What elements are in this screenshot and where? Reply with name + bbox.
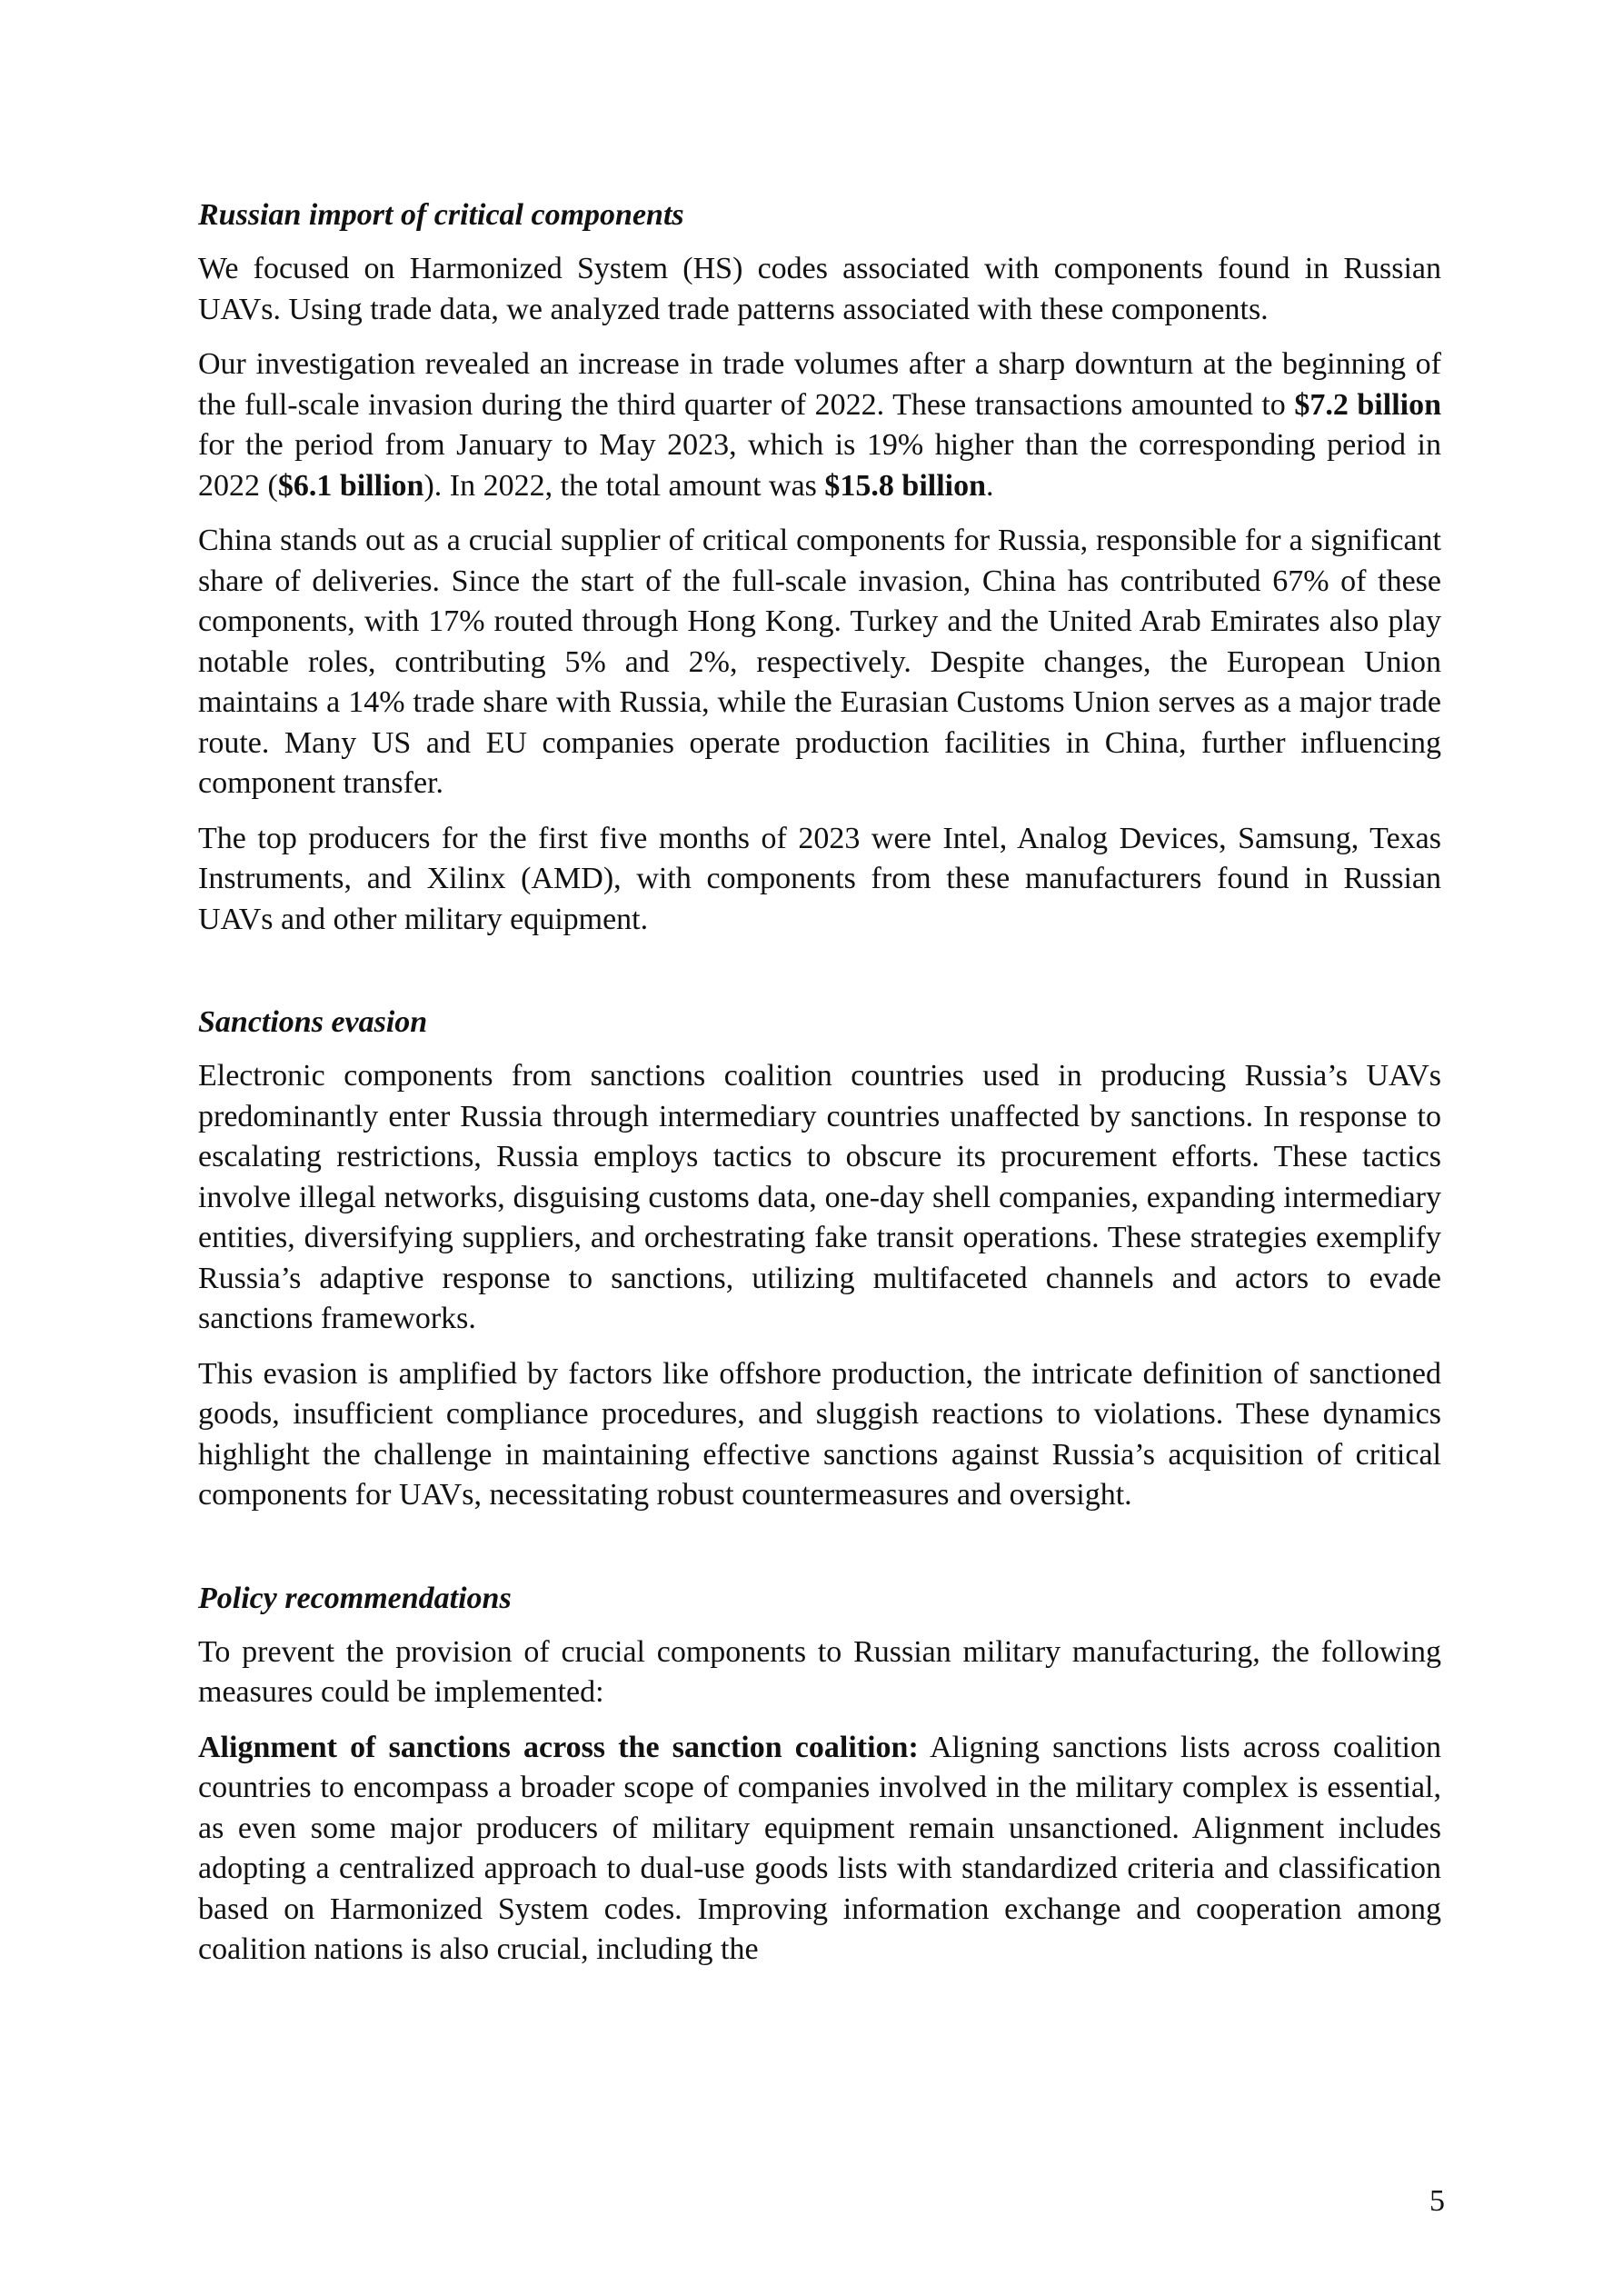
bold-figure-2022-period: $6.1 billion bbox=[277, 468, 424, 503]
bold-figure-2022-total: $15.8 billion bbox=[824, 468, 987, 503]
page-content bbox=[198, 195, 1441, 1985]
section-heading-sanctions-evasion: Sanctions evasion bbox=[198, 1005, 428, 1039]
paragraph-hs-codes: We focused on Harmonized System (HS) codes associated with components found in Russian UAVs. Using trade data, we analyzed trade patterns associated with these components. bbox=[198, 252, 1441, 326]
paragraph-sanctions-alignment bbox=[198, 1728, 1441, 1971]
section-spacer bbox=[198, 954, 1441, 1002]
paragraph-intermediary-countries: Electronic components from sanctions coalition countries used in producing Russia’s UAVs predominantly enter Russia through intermediary countries unaffected by sanctions. In response to escalating restrictions, Russia employs tactics to obscure its procurement efforts. These tactics involve illegal networks, disguising customs data, one-day shell companies, expanding intermediary entities, diversifying suppliers, and orchestrating fake transit operations. These strategies exemplify Russia’s adaptive response to sanctions, utilizing multifaceted channels and actors to evade sanctions frameworks. bbox=[198, 1059, 1441, 1335]
bold-lead-alignment: Alignment of sanctions across the sanction coalition: bbox=[198, 1730, 919, 1764]
paragraph-evasion-factors: This evasion is amplified by factors like offshore production, the intricate definition of sanctioned goods, insufficient compliance procedures, and sluggish reactions to violations. These dynamics highlight the challenge in maintaining effective sanctions against Russia’s acquisition of critical components for UAVs, necessitating robust countermeasures and oversight. bbox=[198, 1356, 1441, 1512]
section-heading-policy-recommendations: Policy recommendations bbox=[198, 1581, 512, 1615]
paragraph-measures-intro: To prevent the provision of crucial components to Russian military manufacturing, the following measures could be implemented: bbox=[198, 1634, 1441, 1709]
paragraph-text: Our investigation revealed an increase in trade volumes after a sharp downturn at the beginning of the full-scale invasion during the third quarter of 2022. These transactions amounted to bbox=[198, 347, 1441, 422]
paragraph-trade-volumes bbox=[198, 344, 1441, 506]
bold-figure-2023: $7.2 billion bbox=[1294, 387, 1442, 422]
paragraph-china-supplier: China stands out as a crucial supplier of critical components for Russia, responsible for a significant share of deliveries. Since the start of the full-scale invasion, China has contributed 67% of these components, with 17% routed through Hong Kong. Turkey and the United Arab Emirates also play notable roles, contributing 5% and 2%, respectively. Despite changes, the European Union maintains a 14% trade share with Russia, while the Eurasian Customs Union serves as a major trade route. Many US and EU companies operate production facilities in China, further influencing component transfer. bbox=[198, 524, 1441, 800]
paragraph-text: . bbox=[986, 468, 994, 503]
paragraph-text: for the period from January to May 2023, which is 19% higher than the corresponding period in 2022 ( bbox=[198, 428, 1441, 503]
section-heading-critical-components: Russian import of critical components bbox=[198, 198, 684, 232]
paragraph-text: Aligning sanctions lists across coalition countries to encompass a broader scope of companies involved in the military complex is essential, as even some major producers of military equipment remain unsanctioned. Alignment includes adopting a centralized approach to dual-use goods lists with standardized criteria and classification based on Harmonized System codes. Improving information exchange and cooperation among coalition nations is also crucial, including the bbox=[198, 1730, 1441, 1966]
paragraph-text: ). In 2022, the total amount was bbox=[423, 468, 825, 503]
paragraph-top-producers: The top producers for the first five months of 2023 were Intel, Analog Devices, Samsung, Texas Instruments, and Xilinx (AMD), with components from these manufacturers found in Russian UAVs and other military equipment. bbox=[198, 821, 1441, 936]
section-spacer bbox=[198, 1531, 1441, 1578]
page-number: 5 bbox=[1429, 2184, 1445, 2218]
